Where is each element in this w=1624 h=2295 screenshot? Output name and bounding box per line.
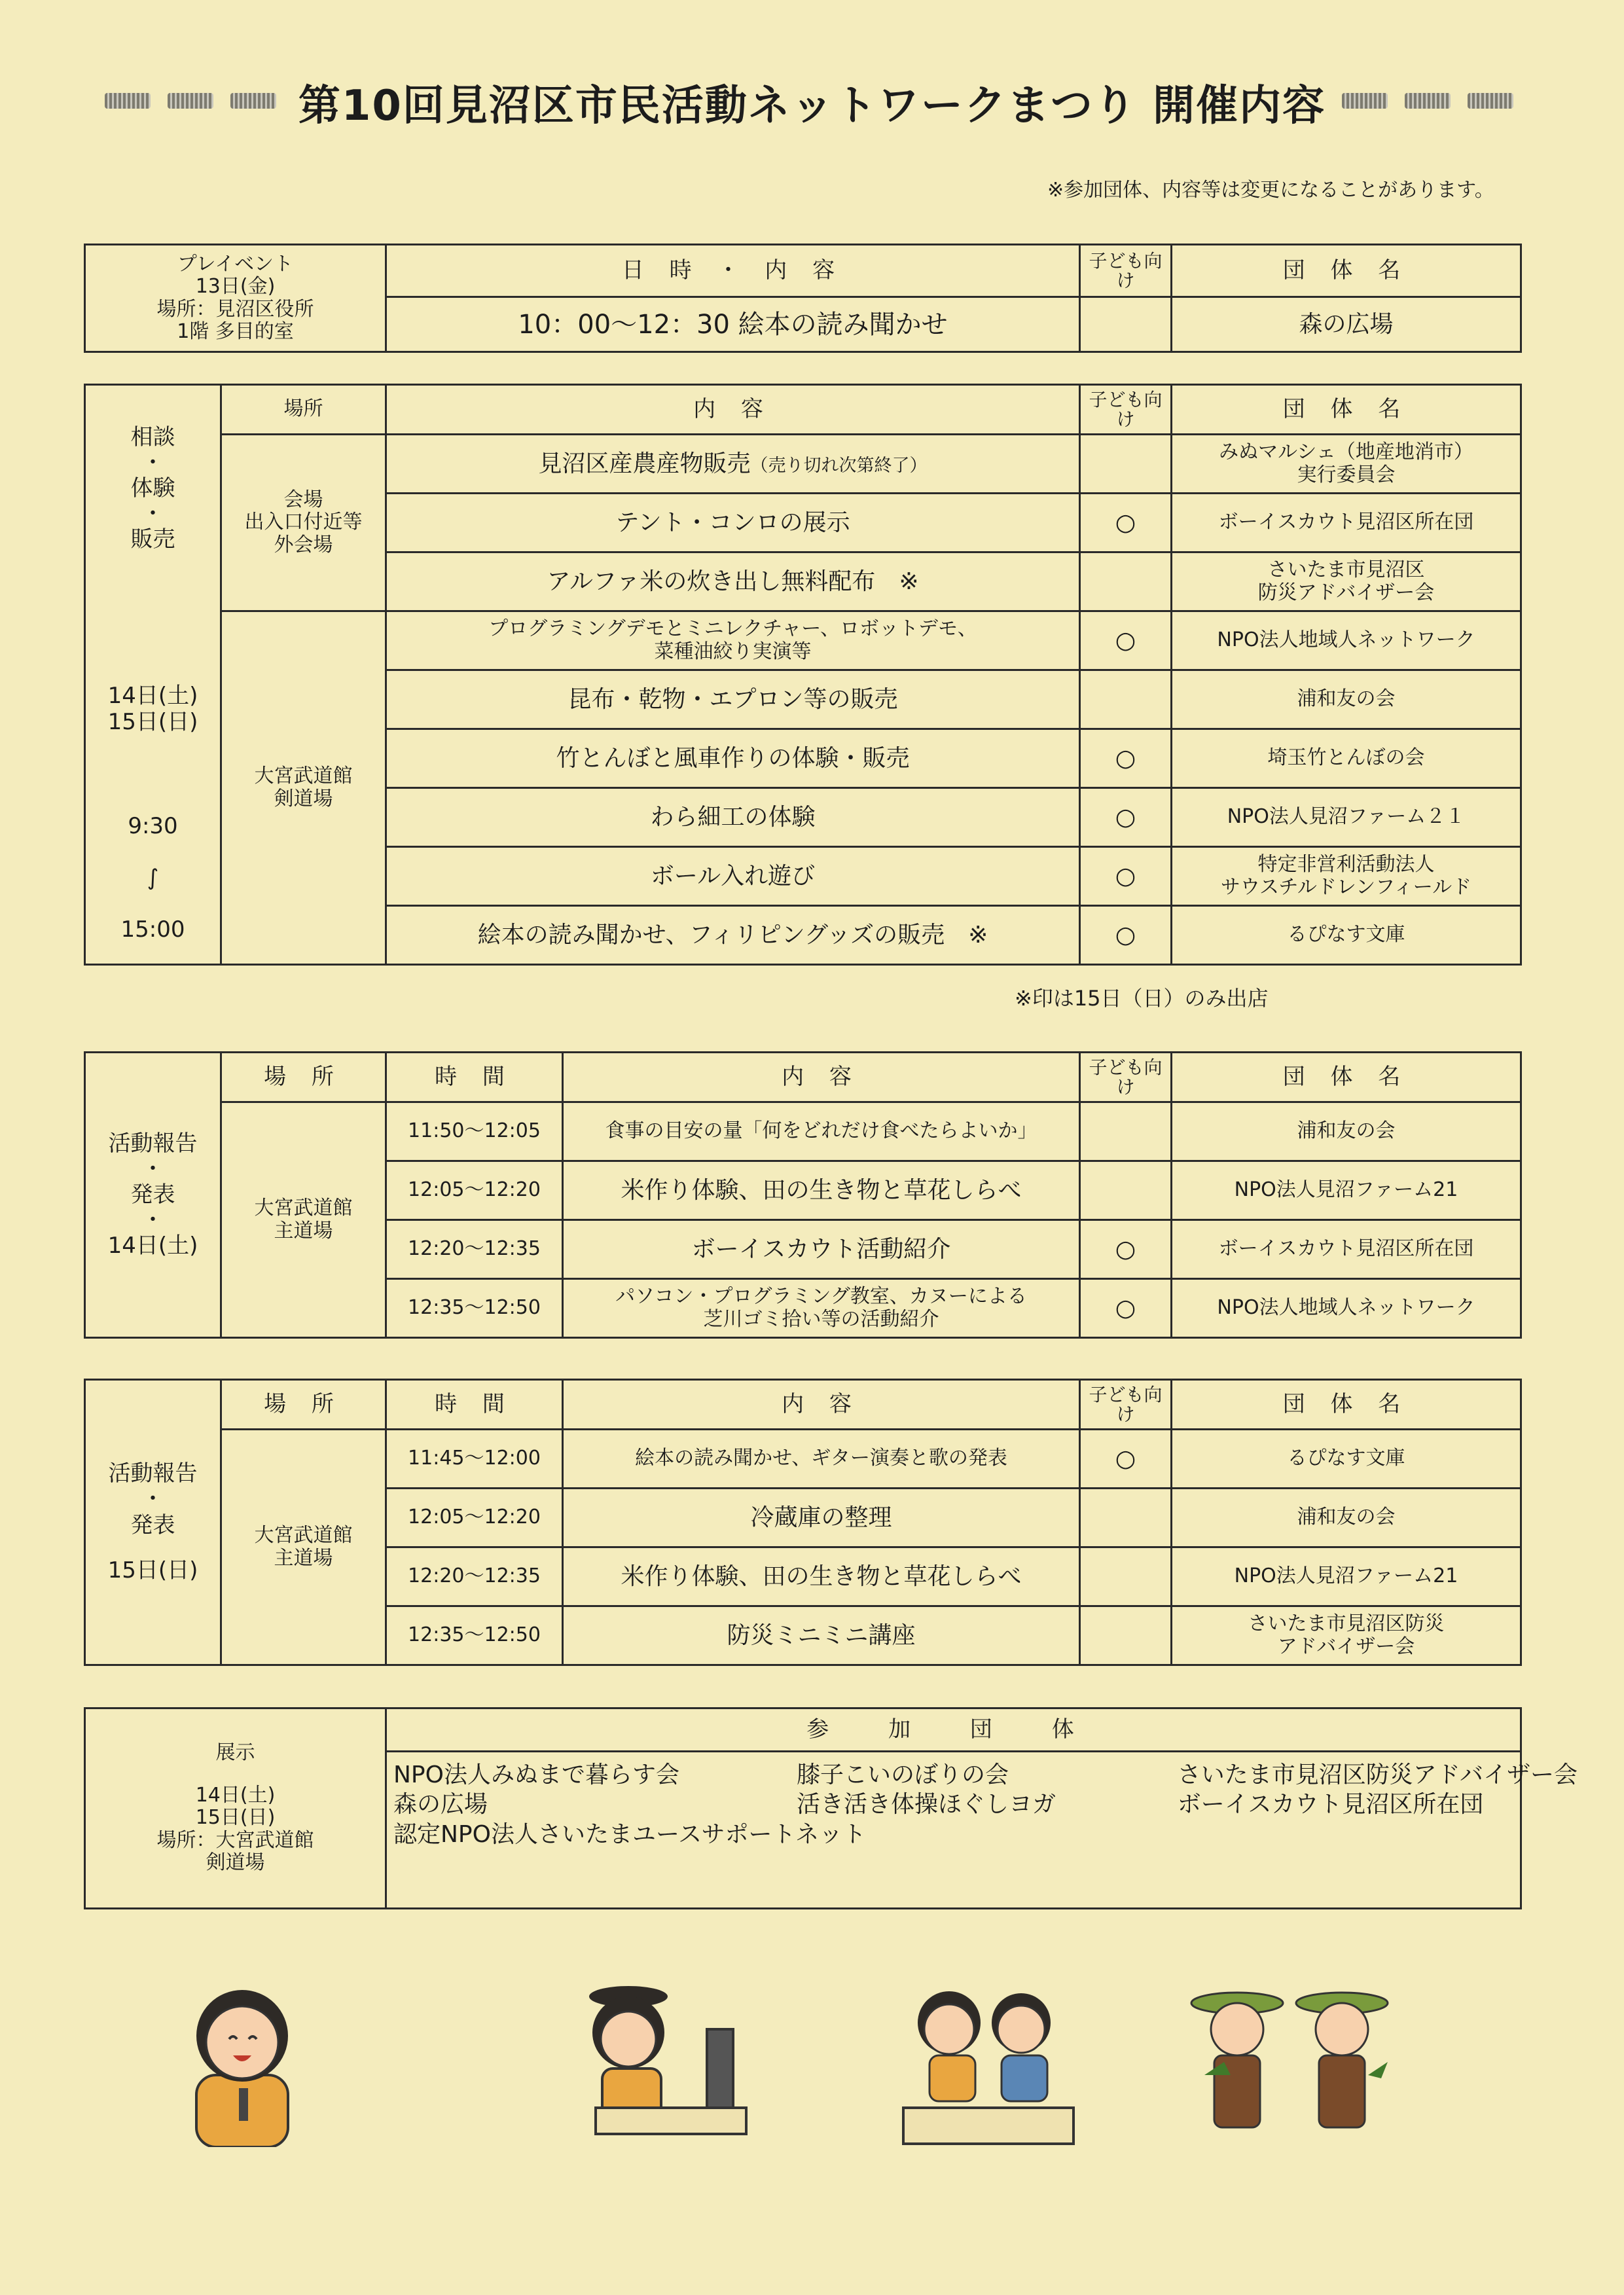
place-outdoor: 会場 出入口付近等 外会場: [221, 435, 386, 611]
participant-item: NPO法人みぬまで暮らす会: [393, 1762, 679, 1788]
table-row: 米作り体験、田の生き物と草花しらべ: [563, 1547, 1080, 1606]
header-group: 団 体 名: [1172, 385, 1521, 435]
table-row: ボーイスカウト活動紹介: [563, 1220, 1080, 1279]
table-row: 冷蔵庫の整理: [563, 1489, 1080, 1547]
kids-mark: [1080, 1489, 1172, 1547]
participant-item: 膝子こいのぼりの会: [796, 1762, 1009, 1788]
kids-mark: [1080, 1547, 1172, 1606]
time-slot: 12:35～12:50: [386, 1279, 563, 1338]
kids-mark: [1080, 435, 1172, 494]
time-slot: 12:20～12:35: [386, 1547, 563, 1606]
girl-singing-icon: [177, 1977, 308, 2147]
time-slot: 12:35～12:50: [386, 1606, 563, 1665]
header-kids: 子ども向け: [1080, 245, 1172, 297]
booth-table: [84, 384, 1522, 966]
kids-mark: ○: [1080, 906, 1172, 965]
table-row: 竹とんぼと風車作りの体験・販売: [386, 729, 1080, 788]
time-slot: 12:05～12:20: [386, 1489, 563, 1547]
kids-mark: ○: [1080, 788, 1172, 847]
header-group: 団 体 名: [1172, 245, 1521, 297]
table-row: ボール入れ遊び: [386, 847, 1080, 906]
table-row: 食事の目安の量「何をどれだけ食べたらよいか」: [563, 1102, 1080, 1161]
header-content: 日 時 ・ 内 容: [386, 245, 1080, 297]
participant-list-cell: [386, 1752, 1578, 1909]
time-slot: 11:50～12:05: [386, 1102, 563, 1161]
kids-mark: ○: [1080, 494, 1172, 552]
table-row: プログラミングデモとミニレクチャー、ロボットデモ、 菜種油絞り実演等: [386, 611, 1080, 670]
group-name: るぴなす文庫: [1172, 906, 1521, 965]
table-row: アルファ米の炊き出し無料配布 ※: [386, 552, 1080, 611]
header-place: 場所: [221, 385, 386, 435]
group-name: さいたま市見沼区防災 アドバイザー会: [1172, 1606, 1521, 1665]
table-row: パソコン・プログラミング教室、カヌーによる 芝川ゴミ拾い等の活動紹介: [563, 1279, 1080, 1338]
kids-mark: [1080, 1102, 1172, 1161]
participant-item: 活き活き体操ほぐしヨガ: [796, 1791, 1056, 1818]
pre-event-content: 10：00～12：30 絵本の読み聞かせ: [386, 297, 1080, 352]
presentation-category: 活動報告 ・ 発表 ・ 14日(土): [85, 1053, 221, 1338]
farmers-vegetables-icon: [1178, 1977, 1407, 2147]
group-name: 浦和友の会: [1172, 1489, 1521, 1547]
header-place: 場 所: [221, 1053, 386, 1102]
header-kids: 子ども向け: [1080, 385, 1172, 435]
place-budokan: 大宮武道館 剣道場: [221, 611, 386, 965]
group-name: ボーイスカウト見沼区所在団: [1172, 494, 1521, 552]
place-main-dojo: 大宮武道館 主道場: [221, 1430, 386, 1665]
kids-mark: ○: [1080, 729, 1172, 788]
header-place: 場 所: [221, 1380, 386, 1430]
page-title: 第10回見沼区市民活動ネットワークまつり 開催内容: [298, 82, 1326, 130]
group-name: みぬマルシェ（地産地消市） 実行委員会: [1172, 435, 1521, 494]
booth-footnote: ※印は15日（日）のみ出店: [1015, 986, 1269, 1011]
table-row: 絵本の読み聞かせ、ギター演奏と歌の発表: [563, 1430, 1080, 1489]
kids-mark: ○: [1080, 1430, 1172, 1489]
time-slot: 11:45～12:00: [386, 1430, 563, 1489]
pre-event-group: 森の広場: [1172, 297, 1521, 352]
time-slot: 12:20～12:35: [386, 1220, 563, 1279]
group-name: ボーイスカウト見沼区所在団: [1172, 1220, 1521, 1279]
header-content: 内 容: [563, 1053, 1080, 1102]
pre-event-table: [84, 244, 1522, 353]
table-row: テント・コンロの展示: [386, 494, 1080, 552]
participant-list: [393, 1760, 1578, 1849]
participant-item: 認定NPO法人さいたまユースサポートネット: [393, 1820, 867, 1848]
table-row: 見沼区産農産物販売（売り切れ次第終了）: [386, 435, 1080, 494]
header-content: 内 容: [386, 385, 1080, 435]
pre-event-info: プレイベント 13日(金) 場所：見沼区役所 1階 多目的室: [85, 245, 386, 352]
group-name: さいたま市見沼区 防災アドバイザー会: [1172, 552, 1521, 611]
group-name: NPO法人地域人ネットワーク: [1172, 1279, 1521, 1338]
booth-category: 相談 ・ 体験 ・ 販売 14日(土) 15日(日) 9:30 ∫ 15:00: [85, 385, 221, 965]
presentation-category: 活動報告 ・ 発表 15日(日): [85, 1380, 221, 1665]
exhibition-table: [84, 1707, 1578, 1909]
table-row: 絵本の読み聞かせ、フィリピングッズの販売 ※: [386, 906, 1080, 965]
pre-event-kids: [1080, 297, 1172, 352]
group-name: NPO法人見沼ファーム21: [1172, 1161, 1521, 1220]
presentation-table-14: [84, 1051, 1522, 1339]
table-row: 昆布・乾物・エプロン等の販売: [386, 670, 1080, 729]
header-participants: 参 加 団 体: [386, 1708, 1521, 1752]
title-decoration-right: [1342, 93, 1530, 110]
group-name: 埼玉竹とんぼの会: [1172, 729, 1521, 788]
header-content: 内 容: [563, 1380, 1080, 1430]
header-kids: 子ども向け: [1080, 1053, 1172, 1102]
header-group: 団 体 名: [1172, 1380, 1521, 1430]
time-slot: 12:05～12:20: [386, 1161, 563, 1220]
kids-mark: [1080, 1161, 1172, 1220]
table-row: 米作り体験、田の生き物と草花しらべ: [563, 1161, 1080, 1220]
table-row: わら細工の体験: [386, 788, 1080, 847]
place-main-dojo: 大宮武道館 主道場: [221, 1102, 386, 1338]
group-name: るぴなす文庫: [1172, 1430, 1521, 1489]
child-computer-icon: [576, 1977, 759, 2147]
group-name: NPO法人地域人ネットワーク: [1172, 611, 1521, 670]
header-kids: 子ども向け: [1080, 1380, 1172, 1430]
participant-item: ボーイスカウト見沼区所在団: [1177, 1791, 1484, 1818]
kids-mark: [1080, 1606, 1172, 1665]
kids-mark: ○: [1080, 1220, 1172, 1279]
presentation-table-15: [84, 1379, 1522, 1666]
children-crafts-icon: [890, 1977, 1087, 2147]
kids-mark: ○: [1080, 1279, 1172, 1338]
kids-mark: ○: [1080, 611, 1172, 670]
change-notice: ※参加団体、内容等は変更になることがあります。: [1047, 179, 1494, 202]
header-time: 時 間: [386, 1380, 563, 1430]
header-time: 時 間: [386, 1053, 563, 1102]
group-name: 特定非営利活動法人 サウスチルドレンフィールド: [1172, 847, 1521, 906]
kids-mark: [1080, 552, 1172, 611]
exhibition-info: 展示 14日(土) 15日(日) 場所：大宮武道館 剣道場: [85, 1708, 386, 1909]
header-group: 団 体 名: [1172, 1053, 1521, 1102]
kids-mark: [1080, 670, 1172, 729]
participant-item: さいたま市見沼区防災アドバイザー会: [1177, 1762, 1578, 1788]
kids-mark: ○: [1080, 847, 1172, 906]
table-row: 防災ミニミニ講座: [563, 1606, 1080, 1665]
group-name: NPO法人見沼ファーム２１: [1172, 788, 1521, 847]
group-name: 浦和友の会: [1172, 670, 1521, 729]
participant-item: 森の広場: [393, 1791, 488, 1818]
group-name: 浦和友の会: [1172, 1102, 1521, 1161]
group-name: NPO法人見沼ファーム21: [1172, 1547, 1521, 1606]
